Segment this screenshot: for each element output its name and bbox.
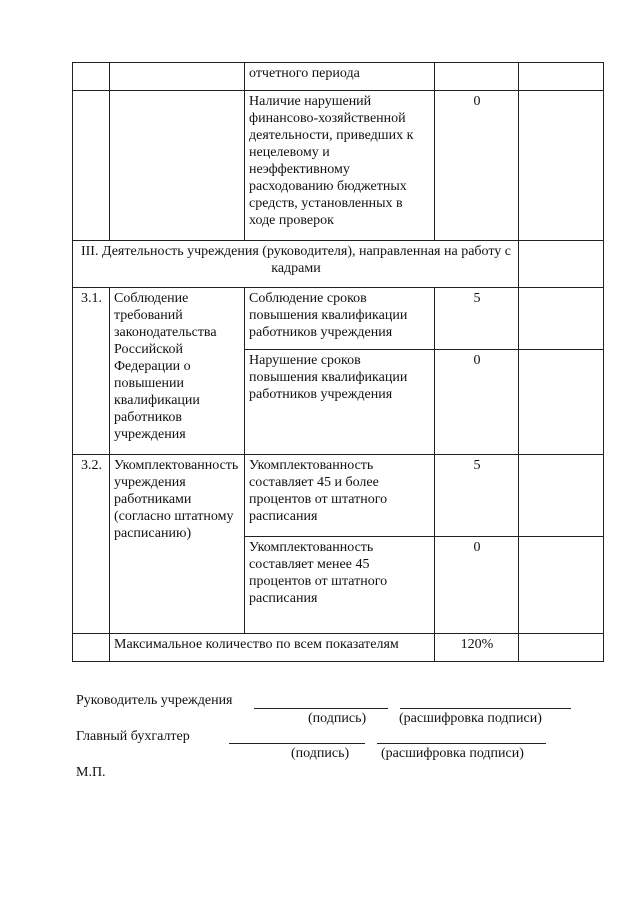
- actual-score-cell: [519, 350, 604, 455]
- section-row: [73, 241, 604, 288]
- criterion-cell: [110, 63, 245, 91]
- accountant-signature-caption: (подпись): [291, 746, 350, 761]
- head-signature-label: Руководитель учреждения: [76, 693, 233, 708]
- accountant-signature-line[interactable]: [229, 743, 365, 744]
- head-decoding-line[interactable]: [400, 708, 571, 709]
- actual-score-cell: [519, 537, 604, 634]
- accountant-signature-label: Главный бухгалтер: [76, 729, 190, 744]
- head-decoding-caption: (расшифровка подписи): [399, 711, 542, 726]
- head-signature-line[interactable]: [254, 708, 388, 709]
- indicator-cell: Нарушение сроков повышения квалификации работников учреждения: [245, 350, 435, 455]
- number-cell: [73, 634, 110, 662]
- actual-score-cell: [519, 63, 604, 91]
- indicator-cell: Укомплектованность составляет 45 и более процентов от штатного расписания: [245, 455, 435, 537]
- table-row: [73, 91, 604, 241]
- number-cell: [73, 91, 110, 241]
- section-title: III. Деятельность учреждения (руководителя), направленная на работу с кадрами: [73, 241, 519, 288]
- total-label: Максимальное количество по всем показателям: [110, 634, 435, 662]
- actual-score-cell: [519, 455, 604, 537]
- score-cell: 0: [435, 350, 519, 455]
- evaluation-table: [72, 62, 604, 662]
- item-number: 3.1.: [73, 288, 110, 455]
- accountant-decoding-caption: (расшифровка подписи): [381, 746, 524, 761]
- stamp-place: М.П.: [76, 765, 106, 780]
- head-signature-caption: (подпись): [308, 711, 367, 726]
- table-row: [73, 288, 604, 350]
- total-row: [73, 634, 604, 662]
- item-number: 3.2.: [73, 455, 110, 634]
- score-cell: 5: [435, 455, 519, 537]
- indicator-cell: Наличие нарушений финансово-хозяйственной деятельности, приведших к нецелевому и неэффективному расходованию бюджетных средств, установленных в ходе проверок: [245, 91, 435, 241]
- score-cell: 5: [435, 288, 519, 350]
- criterion-cell: Укомплектованность учреждения работниками (согласно штатному расписанию): [110, 455, 245, 634]
- table-row: [73, 455, 604, 537]
- score-cell: 0: [435, 537, 519, 634]
- actual-score-cell: [519, 241, 604, 288]
- actual-score-cell: [519, 634, 604, 662]
- indicator-cell: Укомплектованность составляет менее 45 процентов от штатного расписания: [245, 537, 435, 634]
- score-cell: [435, 63, 519, 91]
- accountant-decoding-line[interactable]: [377, 743, 546, 744]
- criterion-cell: [110, 91, 245, 241]
- indicator-cell: Соблюдение сроков повышения квалификации работников учреждения: [245, 288, 435, 350]
- actual-score-cell: [519, 91, 604, 241]
- criterion-cell: Соблюдение требований законодательства Российской Федерации о повышении квалификации работников учреждения: [110, 288, 245, 455]
- score-cell: 0: [435, 91, 519, 241]
- number-cell: [73, 63, 110, 91]
- total-value: 120%: [435, 634, 519, 662]
- actual-score-cell: [519, 288, 604, 350]
- table-row: [73, 63, 604, 91]
- indicator-cell: отчетного периода: [245, 63, 435, 91]
